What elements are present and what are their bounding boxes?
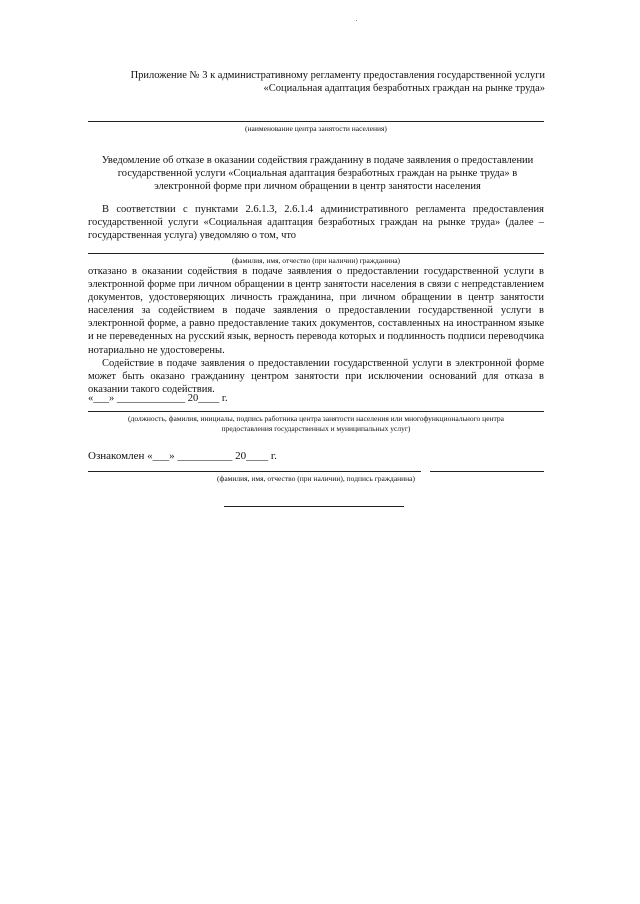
citizen-signature-caption: (фамилия, имя, отчество (при наличии), подпись гражданина) <box>216 474 416 483</box>
center-name-caption: (наименование центра занятости населения) <box>245 124 387 133</box>
intro-line1: В соответствии с пунктами 2.6.1.3, 2.6.1.4 административного регламента предоставления <box>102 204 544 215</box>
worker-caption-line2: предоставления государственных и муниципальных услуг) <box>221 424 411 433</box>
notice-title-line3: электронной форме при личном обращении в центр занятости населения <box>154 181 481 192</box>
citizen-name-caption: (фамилия, имя, отчество (при наличии) гражданина) <box>231 256 401 265</box>
closing-separator-line <box>224 506 404 507</box>
intro-paragraph <box>88 203 544 242</box>
refusal-body <box>88 265 544 396</box>
intro-line2: государственной услуги «Социальная адаптация безработных граждан на рынке труда» (далее – <box>88 217 544 229</box>
notice-title-line2: государственной услуги «Социальная адаптация безработных граждан на рынке труда» в <box>117 168 518 179</box>
appendix-header-line1: Приложение № 3 к административному регламенту предоставления государственной услуги <box>130 70 545 81</box>
appendix-header-line2: «Социальная адаптация безработных граждан на рынке труда» <box>263 83 545 94</box>
notice-title-line1: Уведомление об отказе в оказании содействия гражданину в подаче заявления о предоставлении <box>101 155 534 166</box>
citizen-signature-underline <box>430 471 544 472</box>
intro-line3: государственная услуга) уведомляю о том, что <box>88 230 297 242</box>
worker-signature-underline <box>88 411 544 412</box>
scan-speck <box>356 20 357 21</box>
citizen-name-underline <box>88 253 544 254</box>
worker-caption-line1: (должность, фамилия, инициалы, подпись работника центра занятости населения или многофункционального центра <box>128 414 504 423</box>
notice-date-line: «___» _____________ 20____ г. <box>88 393 228 404</box>
assistance-paragraph: Содействие в подаче заявления о предоставлении государственной услуги в электронной форме может быть оказано гражданину центром занятости при исключении оснований для отказа в оказании такого содействия. <box>88 357 544 395</box>
acknowledged-line: Ознакомлен «___» __________ 20____ г. <box>88 450 277 462</box>
citizen-fullname-underline <box>88 471 421 472</box>
refusal-paragraph: отказано в оказании содействия в подаче заявления о предоставлении государственной услуги в электронной форме при личном обращении в центр занятости населения в связи с непредставлением документов, удостоверяющих личность гражданина, при личном обращении в центр занятости населения за содействием в подаче заявления о предоставлении государственной услуги в электронной форме, а равно предоставление таких документов, составленных на иностранном языке и не переведенных на русский язык, верность перевода которых и подлинность подписи переводчика нотариально не удостоверены. <box>88 266 544 356</box>
center-name-underline <box>88 121 544 122</box>
